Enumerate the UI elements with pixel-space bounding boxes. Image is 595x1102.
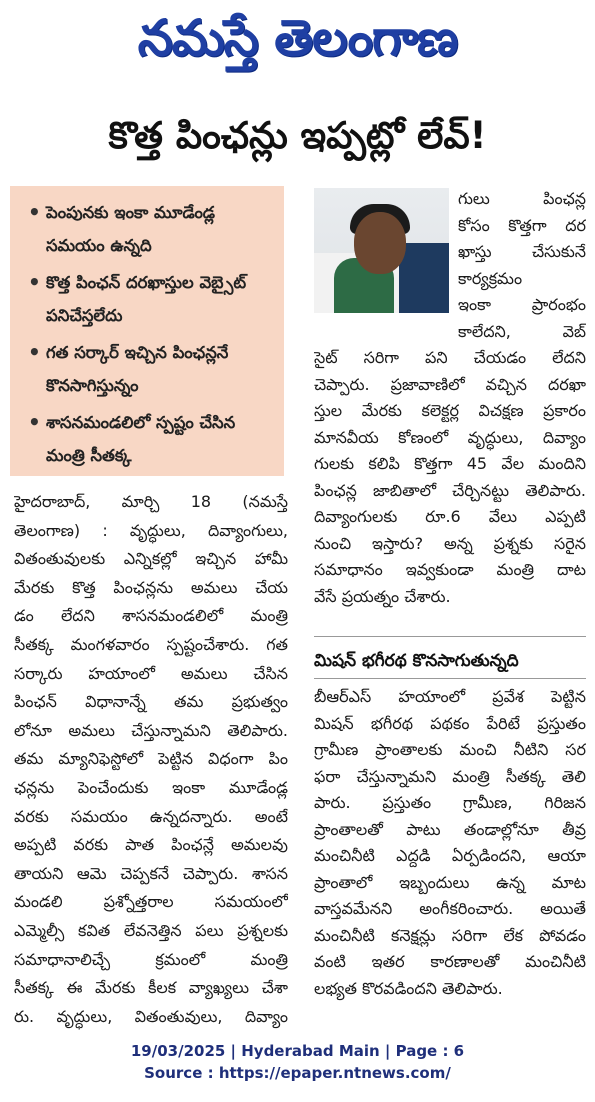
highlights-box <box>10 186 284 476</box>
bullet-icon: • <box>28 270 41 294</box>
highlight-item: • కొత్త పింఛన్ దరఖాస్తుల వెబ్సైట్ పనిచేస్తలేదు <box>24 266 274 332</box>
text-line: దివ్యాంగులకు రూ.6 వేలు ఎప్పటి <box>314 507 586 526</box>
text-line: వరకు సమయం ఉన్నదన్నారు. అంటే <box>14 806 288 826</box>
text-line: బీఆర్ఎస్ హయాంలో ప్రవేశ పెట్టిన <box>314 687 586 706</box>
section-subheading: మిషన్ భగీరథ కొనసాగుతున్నది <box>314 651 519 671</box>
bullet-icon: • <box>28 340 41 364</box>
text-line: రు. వృద్ధులు, వితంతువులు, దివ్యాం <box>14 1006 288 1026</box>
edition-info: 19/03/2025 | Hyderabad Main | Page : 6 <box>130 1042 465 1060</box>
text-line: లభ్యత కొరవడిందని తెలిపారు. <box>314 978 503 998</box>
text-line: అప్పటి వరకు పాత పింఛన్లే అమలవు <box>14 835 288 855</box>
text-line: గులు పింఛన్ల <box>458 189 586 208</box>
text-line: మేరకు కొత్త పింఛన్లను అమలు చేయ <box>14 577 288 597</box>
text-line: గులకు కలిపి కొత్తగా 45 వేల మందిని <box>314 454 586 473</box>
section-divider <box>314 678 586 679</box>
highlight-item: • పెంపునకు ఇంకా మూడేండ్ల సమయం ఉన్నది <box>24 196 274 262</box>
text-line: ప్రాంతాలో ఇబ్బందులు ఉన్న మాట <box>314 872 586 892</box>
text-line: సర్కారు హయాంలో అమలు చేసిన <box>14 663 288 683</box>
right-column-middle <box>314 345 586 610</box>
text-line: చెప్పారు. ప్రజావాణిలో వచ్చిన దరఖా <box>314 374 586 394</box>
highlight-item: • గత సర్కార్ ఇచ్చిన పింఛన్లనే కొనసాగిస్తున్నం <box>24 336 274 402</box>
text-line: స్తుల మేరకు కలెక్టర్ల విచక్షణ ప్రకారం <box>314 401 586 420</box>
text-line: వంటి ఇతర కారణాలతో మంచినీటి <box>314 952 586 971</box>
text-line: తాయని ఆమె చెప్పకనే చెప్పారు. శాసన <box>14 863 288 883</box>
text-line: వితంతువులకు ఎన్నికల్లో ఇచ్చిన హామీ <box>14 549 288 569</box>
text-line: ఛన్లను పెంచేందుకు ఇంకా మూడేండ్ల <box>14 777 288 797</box>
minister-photo <box>314 188 449 313</box>
highlight-item: • శాసనమండలిలో స్పష్టం చేసిన మంత్రి సీతక్క <box>24 406 274 472</box>
text-line: సమాధానాలిచ్చే క్రమంలో మంత్రి <box>14 949 288 969</box>
text-line: మానవీయ కోణంలో వృద్ధులు, దివ్యాం <box>314 427 586 447</box>
text-line: తమ మ్యానిఫెస్టోలో పెట్టిన విధంగా పిం <box>14 749 288 769</box>
text-line: వేసే ప్రయత్నం చేశారు. <box>314 586 451 606</box>
right-column-bottom <box>314 684 586 1002</box>
text-line: కార్యక్రమం <box>458 268 523 288</box>
text-line: ఫరా చేస్తున్నామని మంత్రి సీతక్క తెలి <box>314 766 586 786</box>
text-line: పారు. ప్రస్తుతం గ్రామీణ, గిరిజన <box>314 793 586 812</box>
text-line: ప్రాంతాలతో పాటు తండాల్లోనూ తీవ్ర <box>314 819 586 839</box>
text-line: సీతక్క ఈ మేరకు కీలక వ్యాఖ్యలు చేశా <box>14 978 288 998</box>
text-line: సైట్ సరిగా పని చేయడం లేదని <box>314 348 586 367</box>
text-line: లోనూ అమలు చేస్తున్నామని తెలిపారు. <box>14 720 288 740</box>
text-line: గ్రామీణ ప్రాంతాలకు మంచి నీటిని సర <box>314 740 586 759</box>
text-line: పింఛన్ల జాబితాలో చేర్చినట్టు తెలిపారు. <box>314 480 586 500</box>
page-footer <box>0 1040 595 1084</box>
text-line: మండలి ప్రశ్నోత్తరాల సమయంలో <box>14 892 288 912</box>
right-column-top <box>458 186 586 345</box>
bullet-icon: • <box>28 410 41 434</box>
text-line: ఇంకా ప్రారంభం <box>458 295 586 314</box>
text-line: ఖాస్తు చేసుకునే <box>458 242 586 261</box>
newspaper-masthead: నమస్తే తెలంగాణ <box>137 9 458 67</box>
text-line: డం లేదని శాసనమండలిలో మంత్రి <box>14 606 288 626</box>
bullet-icon: • <box>28 200 41 224</box>
text-line: పింఛన్ విధానాన్నే తమ ప్రభుత్వం <box>14 692 288 712</box>
text-line: కాలేదని, వెబ్ <box>458 321 586 341</box>
text-line: వాస్తవమేనని అంగీకరించారు. అయితే <box>314 899 586 918</box>
source-link[interactable]: Source : https://epaper.ntnews.com/ <box>144 1064 451 1082</box>
text-line: మిషన్ భగీరథ పథకం పేరిటే ప్రస్తుతం <box>314 713 586 733</box>
text-line: నుంచి ఇస్తారు? అన్న ప్రశ్నకు సరైన <box>314 533 586 553</box>
article-headline: కొత్త పింఛన్లు ఇప్పట్లో లేవ్! <box>108 114 487 157</box>
text-line: కోసం కొత్తగా దర <box>458 215 586 235</box>
text-line: మంచినీటి కనెక్షన్లు సరిగా లేక పోవడం <box>314 925 586 945</box>
text-line: సీతక్క మంగళవారం స్పష్టంచేశారు. గత <box>14 634 288 654</box>
left-column-body <box>14 488 288 1031</box>
text-line: హైదరాబాద్, మార్చి 18 (నమస్తే <box>14 492 288 511</box>
text-line: మంచినీటి ఎద్దడి ఏర్పడిందని, ఆయా <box>314 846 586 865</box>
text-line: ఎమ్మెల్సీ కవిత లేవనెత్తిన పలు ప్రశ్నలకు <box>14 920 288 940</box>
section-divider <box>314 636 586 637</box>
text-line: తెలంగాణ) : వృద్ధులు, దివ్యాంగులు, <box>14 520 288 540</box>
text-line: సమాధానం ఇవ్వకుండా మంత్రి దాట <box>314 560 586 579</box>
